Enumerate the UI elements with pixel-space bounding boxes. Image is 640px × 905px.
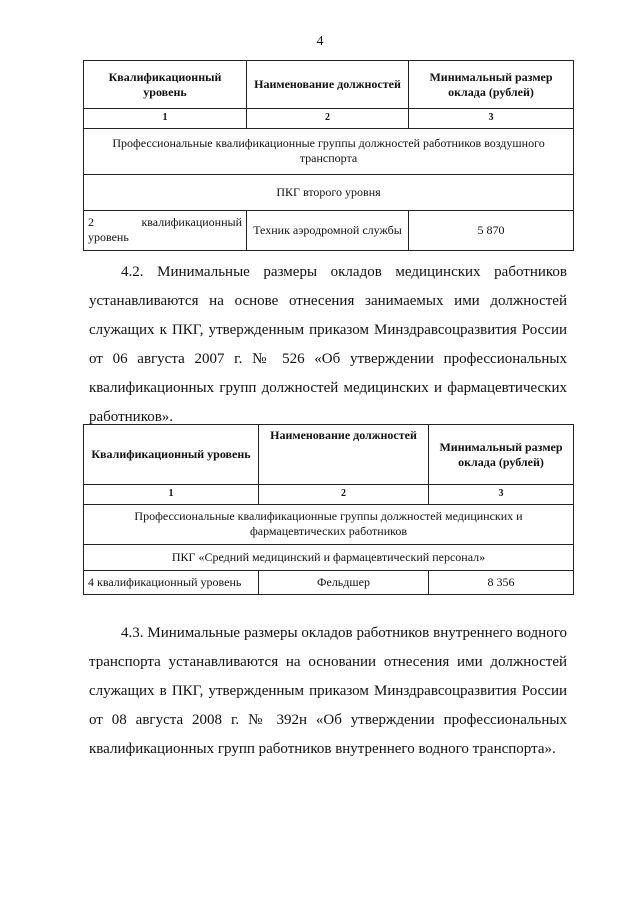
pkg-title-row bbox=[84, 544, 574, 570]
level-number: 2 bbox=[88, 215, 94, 229]
col-number-3: 3 bbox=[409, 109, 574, 129]
level-word: квалификационный bbox=[141, 215, 242, 229]
group-title: Профессиональные квалификационные группы должностей медицинских и фармацевтических работников bbox=[84, 504, 574, 544]
paragraph-4-3 bbox=[89, 619, 567, 764]
header-salary: Минимальный размер оклада (рублей) bbox=[429, 425, 574, 485]
table-row bbox=[84, 210, 574, 250]
page-number: 4 bbox=[316, 34, 324, 49]
header-level: Квалификационный уровень bbox=[84, 61, 247, 109]
paragraph-4-2 bbox=[89, 258, 567, 432]
group-title-row bbox=[84, 128, 574, 174]
pkg-title: ПКГ «Средний медицинский и фармацевтический персонал» bbox=[84, 544, 574, 570]
col-number-1: 1 bbox=[84, 485, 259, 505]
column-number-row bbox=[84, 485, 574, 505]
header-position: Наименование должностей bbox=[247, 61, 409, 109]
group-title-row bbox=[84, 504, 574, 544]
medical-salary-table bbox=[83, 424, 574, 595]
col-number-1: 1 bbox=[84, 109, 247, 129]
pkg-title-row bbox=[84, 174, 574, 210]
col-number-2: 2 bbox=[259, 485, 429, 505]
table-header-row bbox=[84, 425, 574, 485]
header-level: Квалификационный уровень bbox=[84, 425, 259, 485]
air-transport-salary-table bbox=[83, 60, 574, 251]
header-salary: Минимальный размер оклада (рублей) bbox=[409, 61, 574, 109]
salary-cell: 5 870 bbox=[409, 210, 574, 250]
salary-cell: 8 356 bbox=[429, 570, 574, 594]
table-header-row bbox=[84, 61, 574, 109]
position-cell: Техник аэродромной службы bbox=[247, 210, 409, 250]
col-number-3: 3 bbox=[429, 485, 574, 505]
header-position: Наименование должностей bbox=[259, 425, 429, 485]
level-tail: уровень bbox=[88, 230, 129, 244]
column-number-row bbox=[84, 109, 574, 129]
level-cell: 4 квалификационный уровень bbox=[84, 570, 259, 594]
paragraph-4-2-text: 4.2. Минимальные размеры окладов медицинских работников устанавливаются на основе отнесения занимаемых ими должностей служащих к ПКГ, утвержденным приказом Минздравсоцразвития России от 06 августа 2007 г. № 526 «Об утверждении профессиональных квалификационных групп должностей медицинских и фармацевтических работников». bbox=[89, 264, 567, 425]
col-number-2: 2 bbox=[247, 109, 409, 129]
group-title: Профессиональные квалификационные группы должностей работников воздушного транспорта bbox=[84, 128, 574, 174]
table-row bbox=[84, 570, 574, 594]
paragraph-4-3-text: 4.3. Минимальные размеры окладов работников внутреннего водного транспорта устанавливаются на основании отнесения ими должностей служащих в ПКГ, утвержденным приказом Минздравсоцразвития России от 08 августа 2008 г. № 392н «Об утверждении профессиональных квалификационных групп работников внутреннего водного транспорта». bbox=[89, 625, 567, 757]
level-cell bbox=[84, 210, 247, 250]
position-cell: Фельдшер bbox=[259, 570, 429, 594]
pkg-title: ПКГ второго уровня bbox=[84, 174, 574, 210]
